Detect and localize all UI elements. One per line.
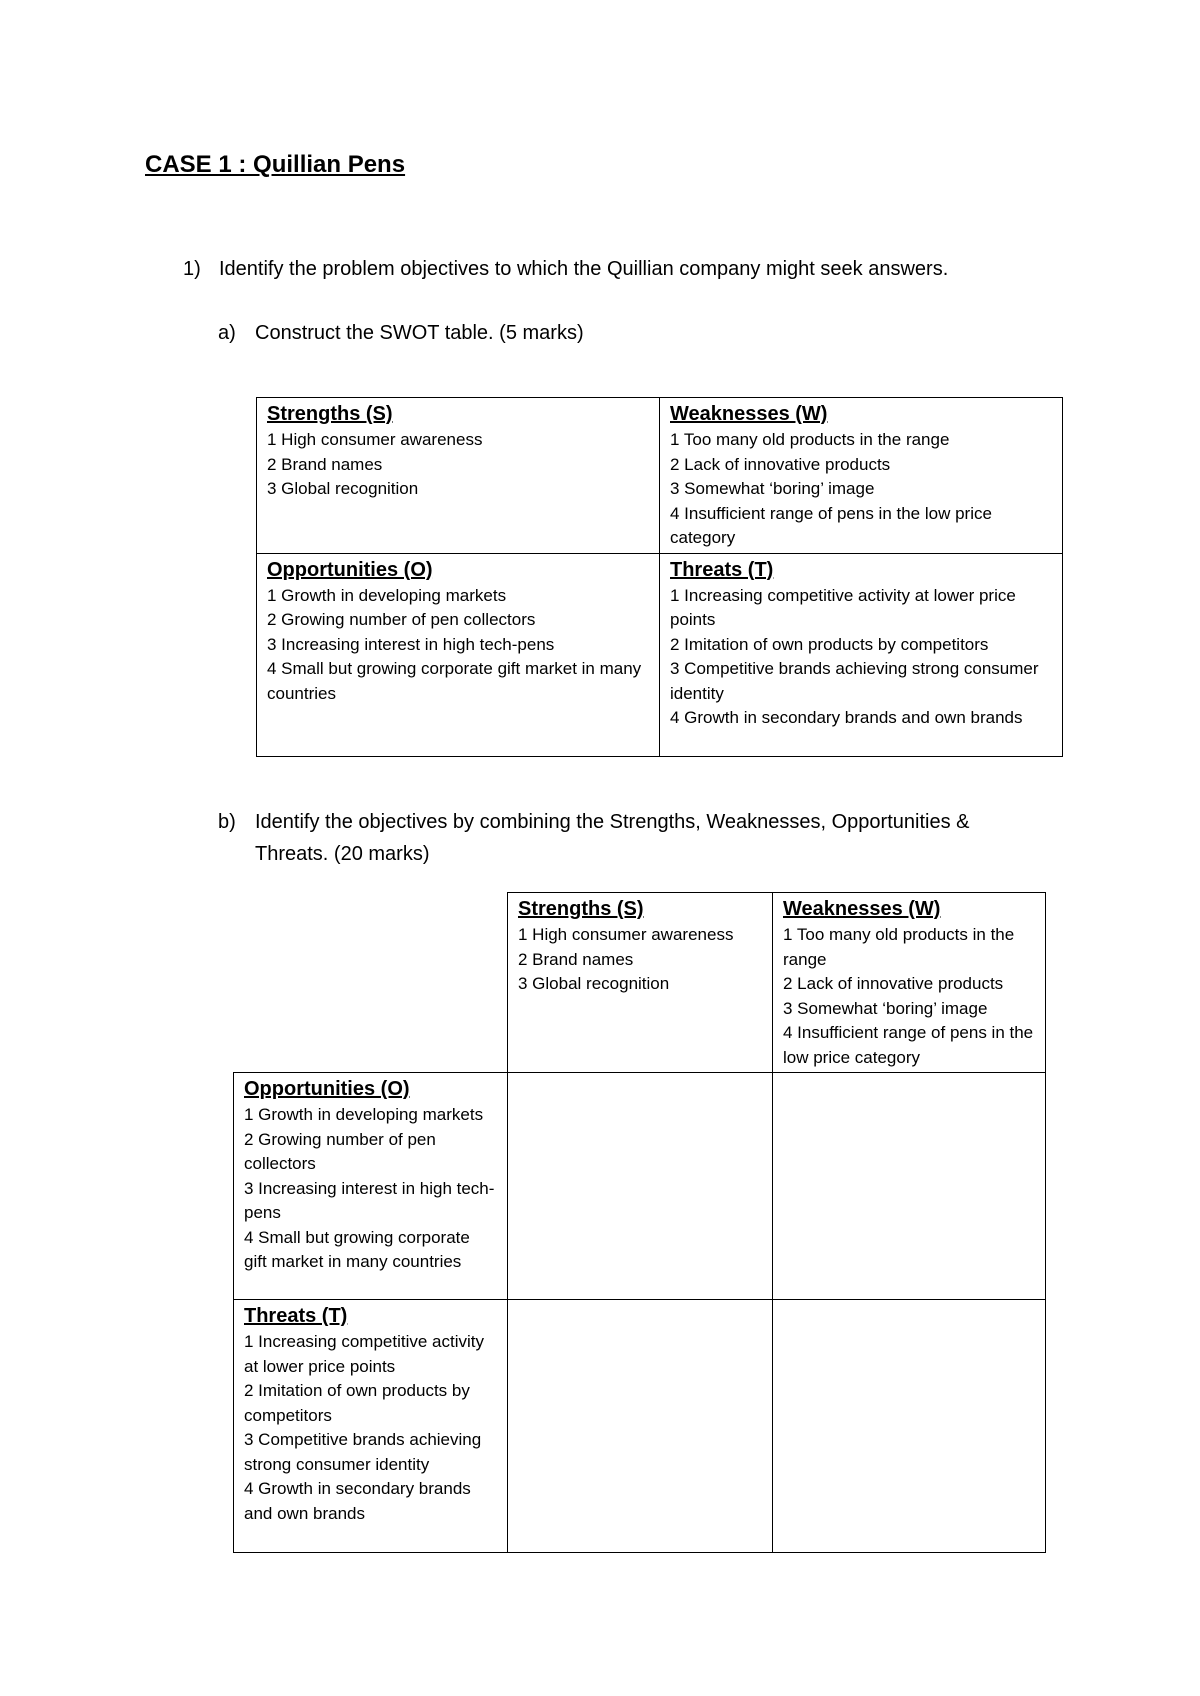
tows-opportunities-heading: Opportunities (O): [244, 1078, 410, 1100]
tows-threat-item: 1 Increasing competitive activity at lower price points: [244, 1332, 484, 1376]
strength-item: 1 High consumer awareness: [267, 430, 483, 449]
empty-corner-cell: [234, 893, 508, 1073]
opportunity-item: 3 Increasing interest in high tech-pens: [267, 634, 555, 654]
tows-weakness-item: 3 Somewhat ‘boring’ image: [783, 998, 988, 1018]
weakness-item: 4 Insufficient range of pens in the low price category: [670, 503, 992, 547]
threat-item: 3 Competitive brands achieving strong consumer identity: [670, 659, 1039, 703]
swot-table: [256, 397, 1063, 757]
weaknesses-heading: Weaknesses (W): [670, 403, 828, 425]
threat-item: 1 Increasing competitive activity at lower price points: [670, 585, 1016, 629]
tows-threats-heading: Threats (T): [244, 1305, 348, 1327]
tows-weakness-item: 1 Too many old products in the range: [783, 925, 1015, 969]
tows-strengths-heading: Strengths (S): [518, 898, 644, 920]
tows-opportunity-item: 3 Increasing interest in high tech-pens: [244, 1178, 495, 1222]
threats-cell: [660, 553, 1063, 756]
part-b-text-line-1: Identify the objectives by combining the Strengths, Weaknesses, Opportunities &: [255, 811, 970, 833]
tows-weaknesses-heading: Weaknesses (W): [783, 898, 941, 920]
weaknesses-cell: [660, 398, 1063, 554]
weakness-item: 3 Somewhat ‘boring’ image: [670, 479, 875, 498]
tows-threat-item: 4 Growth in secondary brands and own brands: [244, 1479, 471, 1523]
tows-table: [233, 892, 1046, 1553]
part-b: [218, 806, 1098, 870]
weakness-item: 2 Lack of innovative products: [670, 454, 891, 474]
tows-weaknesses-cell: [773, 893, 1046, 1073]
strengths-cell: [257, 398, 660, 554]
threats-heading: Threats (T): [670, 558, 774, 581]
tows-strength-item: 3 Global recognition: [518, 974, 670, 993]
tows-opportunity-item: 1 Growth in developing markets: [244, 1105, 484, 1124]
opportunity-item: 2 Growing number of pen collectors: [267, 610, 536, 629]
question-1-number: 1): [183, 258, 201, 280]
st-strategies-cell[interactable]: [508, 1300, 773, 1553]
question-1-text: Identify the problem objectives to which the Quillian company might seek answers.: [219, 258, 949, 280]
strengths-heading: Strengths (S): [267, 403, 393, 425]
part-b-text-line-2: Threats. (20 marks): [255, 843, 430, 865]
page-title: CASE 1 : Quillian Pens: [145, 151, 406, 178]
wo-strategies-cell[interactable]: [773, 1073, 1046, 1300]
strength-item: 3 Global recognition: [267, 479, 419, 498]
question-1: [183, 253, 1083, 285]
tows-threat-item: 2 Imitation of own products by competitors: [244, 1381, 470, 1425]
strength-item: 2 Brand names: [267, 454, 383, 474]
so-strategies-cell[interactable]: [508, 1073, 773, 1300]
opportunity-item: 1 Growth in developing markets: [267, 585, 507, 605]
tows-weakness-item: 4 Insufficient range of pens in the low price category: [783, 1023, 1034, 1067]
tows-strength-item: 2 Brand names: [518, 949, 634, 969]
weakness-item: 1 Too many old products in the range: [670, 430, 950, 449]
tows-strengths-cell: [508, 893, 773, 1073]
tows-opportunity-item: 4 Small but growing corporate gift market in many countries: [244, 1227, 470, 1271]
tows-threats-cell: [234, 1300, 508, 1553]
tows-opportunity-item: 2 Growing number of pen collectors: [244, 1129, 436, 1173]
part-b-letter: b): [218, 811, 236, 833]
tows-weakness-item: 2 Lack of innovative products: [783, 974, 1004, 993]
opportunities-cell: [257, 553, 660, 756]
tows-strength-item: 1 High consumer awareness: [518, 925, 734, 944]
part-a-text: Construct the SWOT table. (5 marks): [255, 322, 584, 344]
threat-item: 4 Growth in secondary brands and own brands: [670, 708, 1023, 727]
threat-item: 2 Imitation of own products by competitors: [670, 634, 989, 654]
wt-strategies-cell[interactable]: [773, 1300, 1046, 1553]
part-a-letter: a): [218, 322, 236, 344]
opportunity-item: 4 Small but growing corporate gift market in many countries: [267, 659, 642, 703]
tows-opportunities-cell: [234, 1073, 508, 1300]
opportunities-heading: Opportunities (O): [267, 558, 433, 581]
tows-threat-item: 3 Competitive brands achieving strong consumer identity: [244, 1430, 482, 1474]
part-a: [218, 317, 1018, 349]
